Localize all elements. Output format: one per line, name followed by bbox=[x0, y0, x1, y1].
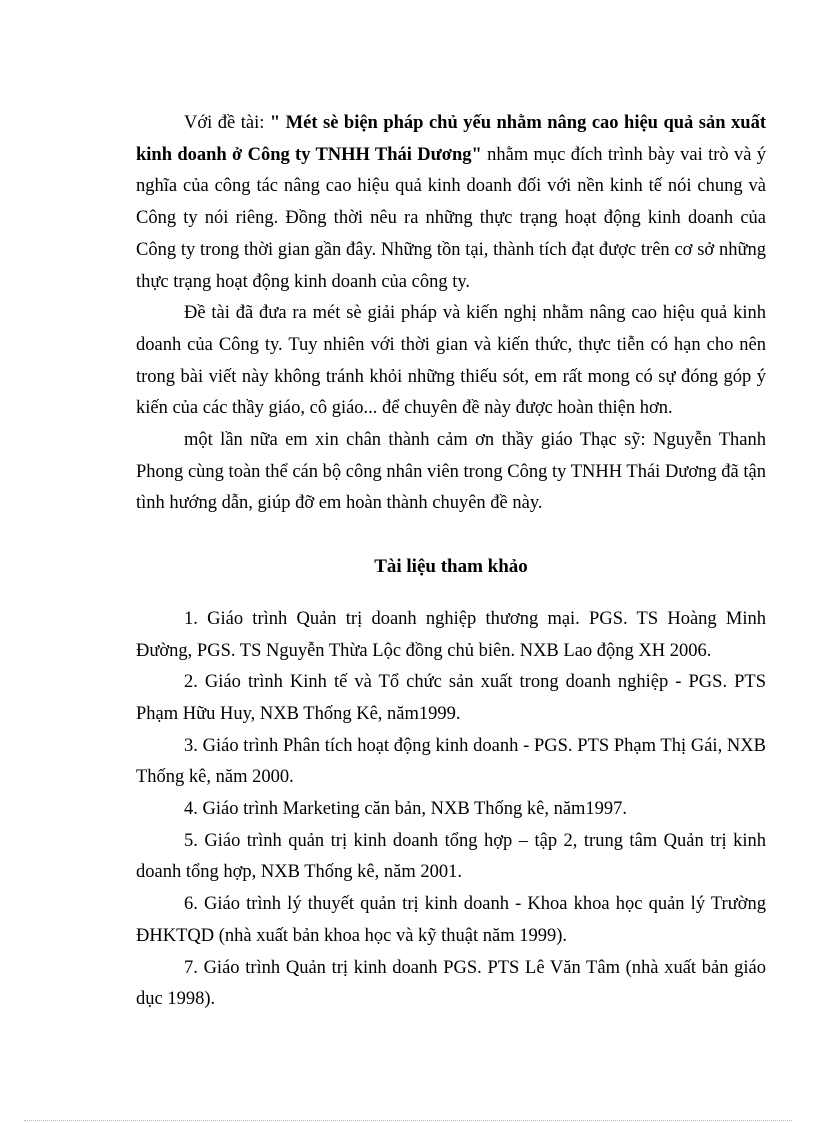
intro-rest: nhằm mục đích trình bày vai trò và ý nghĩa của công tác nâng cao hiệu quả kinh doanh đối với nền kinh tế nói chung và Công ty nói riêng. Đồng thời nêu ra những thực trạng hoạt động kinh doanh của Công ty trong thời gian gần đây. Những tồn tại, thành tích đạt được trên cơ sở những thực trạng hoạt động kinh doanh của công ty. bbox=[136, 144, 766, 292]
intro-paragraph-3: một lần nữa em xin chân thành cảm ơn thầy giáo Thạc sỹ: Nguyễn Thanh Phong cùng toàn thể cán bộ công nhân viên trong Công ty TNHH Thái Dương đã tận tình hướng dẫn, giúp đỡ em hoàn thành chuyên đề này. bbox=[136, 430, 766, 514]
page-bottom-divider bbox=[24, 1120, 792, 1121]
reference-item: 4. Giáo trình Marketing căn bản, NXB Thống kê, năm1997. bbox=[184, 799, 628, 820]
page-content bbox=[136, 108, 766, 1016]
intro-paragraph-1 bbox=[136, 108, 766, 298]
reference-item: 6. Giáo trình lý thuyết quản trị kinh doanh - Khoa khoa học quản lý Trường ĐHKTQD (nhà xuất bản khoa học và kỹ thuật năm 1999). bbox=[136, 894, 766, 946]
reference-item: 1. Giáo trình Quản trị doanh nghiệp thương mại. PGS. TS Hoàng Minh Đường, PGS. TS Nguyễn Thừa Lộc đồng chủ biên. NXB Lao động XH 2006. bbox=[136, 608, 766, 661]
intro-paragraph-2: Đề tài đã đưa ra mét sè giải pháp và kiến nghị nhằm nâng cao hiệu quả kinh doanh của Công ty. Tuy nhiên với thời gian và kiến thức, thực tiễn có hạn cho nên trong bài viết này không tránh khỏi những thiếu sót, em rất mong có sự đóng góp ý kiến của các thầy giáo, cô giáo... để chuyên đề này được hoàn thiện hơn. bbox=[136, 303, 766, 419]
thesis-title: " Mét sè biện pháp chủ yếu nhằm nâng cao hiệu quả sản xuất kinh doanh ở Công ty TNHH Thái Dương" bbox=[136, 113, 766, 165]
references-list bbox=[136, 604, 766, 1016]
intro-prefix: Với đề tài: bbox=[184, 113, 270, 133]
reference-item: 5. Giáo trình quản trị kinh doanh tổng hợp – tập 2, trung tâm Quản trị kinh doanh tổng hợp, NXB Thống kê, năm 2001. bbox=[136, 830, 766, 883]
reference-item: 3. Giáo trình Phân tích hoạt động kinh doanh - PGS. PTS Phạm Thị Gái, NXB Thống kê, năm 2000. bbox=[136, 735, 766, 788]
reference-item: 2. Giáo trình Kinh tế và Tổ chức sản xuất trong doanh nghiệp - PGS. PTS Phạm Hữu Huy, NXB Thống Kê, năm1999. bbox=[136, 672, 766, 724]
references-heading: Tài liệu tham khảo bbox=[374, 556, 528, 578]
reference-item: 7. Giáo trình Quản trị kinh doanh PGS. PTS Lê Văn Tâm (nhà xuất bản giáo dục 1998). bbox=[136, 957, 766, 1010]
